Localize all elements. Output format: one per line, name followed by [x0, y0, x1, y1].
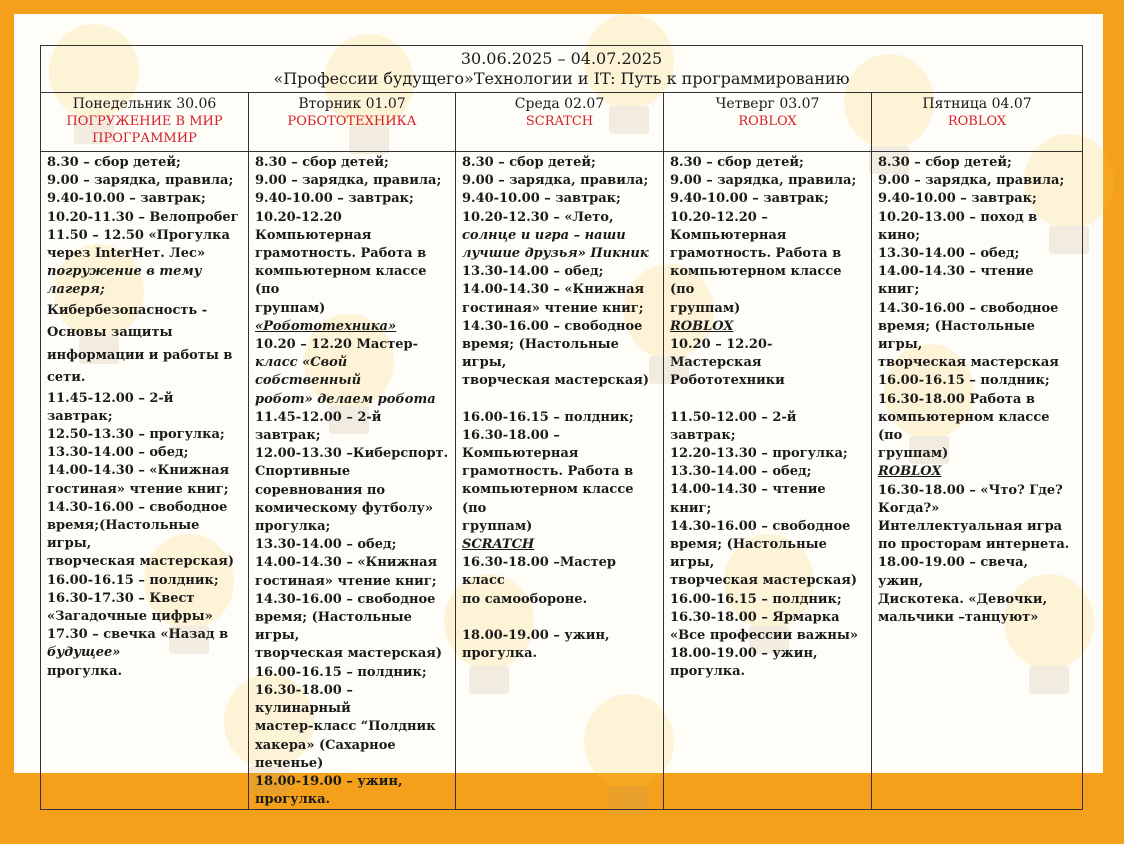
day-header — [872, 93, 1083, 152]
schedule-item: 9.40-10.00 – завтрак; — [670, 191, 829, 207]
schedule-item: прогулка. — [462, 646, 538, 662]
schedule-item — [462, 391, 657, 409]
schedule-item: 12.00-13.30 –Киберспорт. — [255, 446, 449, 462]
schedule-item: мальчики –танцуют» — [878, 610, 1039, 626]
schedule-item: грамотность. Работа в — [670, 246, 842, 262]
schedule-item: Основы защиты — [47, 325, 173, 341]
schedule-item: 14.30-16.00 – свободное — [878, 300, 1059, 316]
day-schedule — [249, 152, 456, 810]
schedule-item: творческая мастерская) — [255, 646, 443, 662]
schedule-item: сети. — [47, 370, 86, 386]
schedule-item: грамотность. Работа в — [462, 464, 634, 480]
day-schedule — [664, 152, 872, 810]
schedule-item — [462, 609, 657, 627]
day-theme: ПРОГРАММИР — [92, 131, 197, 146]
schedule-item: 14.30-16.00 – свободное — [255, 591, 436, 607]
schedule-item: 16.30-18.00 –Мастер класс — [462, 555, 616, 589]
schedule-item: 10.20-12.20 – — [670, 209, 768, 225]
schedule-item: группам) — [878, 446, 949, 462]
schedule-item: 13.30-14.00 – обед; — [255, 537, 397, 553]
schedule-item: по просторам интернета. — [878, 537, 1070, 553]
schedule-item: творческая мастерская — [878, 355, 1059, 371]
schedule-item: 8.30 – сбор детей; — [670, 155, 804, 170]
day-theme: ROBLOX — [738, 114, 797, 129]
schedule-item: Компьютерная — [670, 227, 787, 243]
day-schedule — [456, 152, 664, 810]
schedule-item: 14.30-16.00 – свободное — [462, 318, 643, 334]
day-name: Понедельник 30.06 — [72, 96, 217, 112]
header-dates: 30.06.2025 – 04.07.2025 — [460, 49, 663, 68]
schedule-item: 16.30-18.00 – — [462, 427, 560, 443]
schedule-item: 10.20 – 12.20 Мастер- — [255, 337, 419, 353]
schedule-item: лагеря; — [47, 282, 105, 298]
day-theme: РОБОТОТЕХНИКА — [287, 114, 417, 129]
schedule-item: Интеллектуальная игра — [878, 519, 1063, 535]
schedule-item: 8.30 – сбор детей; — [462, 155, 596, 170]
schedule-item: компьютерном классе (по — [255, 264, 427, 298]
schedule-item: будущее» — [47, 645, 121, 661]
schedule-item: лучшие друзья» Пикник — [462, 246, 649, 262]
schedule-item: грамотность. Работа в — [255, 246, 427, 262]
day-schedule — [41, 152, 249, 810]
schedule-item: Компьютерная — [462, 446, 579, 462]
schedule-item — [670, 391, 865, 409]
schedule-item: время; (Настольные игры, — [255, 610, 412, 644]
schedule-item: информации и работы в — [47, 347, 233, 363]
schedule-item: 14.00-14.30 – чтение книг; — [878, 264, 1034, 298]
schedule-item: гостиная» чтение книг; — [255, 573, 437, 589]
schedule-item: 16.30-18.00 – «Что? Где? — [878, 482, 1063, 498]
schedule-item: SCRATCH — [462, 537, 535, 553]
schedule-item: 18.00-19.00 – свеча, ужин, — [878, 555, 1029, 589]
schedule-item: 11.45-12.00 – 2-й завтрак; — [47, 390, 174, 424]
schedule-item: 17.30 – свечка «Назад в — [47, 627, 229, 643]
schedule-item: 14.00-14.30 – «Книжная — [255, 555, 438, 571]
schedule-item: через InterНет. Лес» — [47, 246, 206, 262]
schedule-item: компьютерном классе (по — [670, 264, 842, 298]
schedule-item: прогулка; — [255, 519, 331, 535]
schedule-item: 13.30-14.00 – обед; — [462, 264, 604, 280]
schedule-item: 9.00 – зарядка, правила; — [878, 173, 1065, 189]
day-header — [664, 93, 872, 152]
day-header — [41, 93, 249, 152]
schedule-item: 16.00-16.15 – полдник; — [462, 409, 634, 425]
schedule-item: 14.30-16.00 – свободное — [670, 518, 851, 534]
schedule-item: 16.30-18.00 Работа в — [878, 391, 1035, 407]
schedule-item: «Все профессии важны» — [670, 628, 858, 644]
schedule-item: 8.30 – сбор детей; — [255, 155, 389, 170]
schedule-item: прогулка. — [47, 663, 123, 679]
schedule-table — [40, 45, 1083, 810]
day-name: Пятница 04.07 — [922, 96, 1032, 112]
schedule-item: творческая мастерская) — [462, 373, 650, 389]
schedule-item: 16.30-18.00 – Ярмарка — [670, 609, 840, 625]
schedule-item: время;(Настольные игры, — [47, 518, 200, 552]
schedule-item: 10.20-12.20 Компьютерная — [255, 209, 372, 243]
schedule-item: кино; — [878, 227, 921, 243]
schedule-item: 9.00 – зарядка, правила; — [462, 173, 649, 189]
schedule-item: 10.20-12.30 – «Лето, — [462, 209, 614, 225]
schedule-item: 16.30-17.30 – Квест — [47, 590, 195, 606]
day-header — [249, 93, 456, 152]
day-theme: ROBLOX — [947, 114, 1007, 129]
schedule-item: 11.50 – 12.50 «Прогулка — [47, 227, 230, 243]
schedule-item: 14.00-14.30 – «Книжная — [462, 282, 645, 298]
schedule-item: 9.00 – зарядка, правила; — [255, 173, 442, 189]
schedule-item: 16.00-16.15 – полдник; — [47, 572, 219, 588]
schedule-item: группам) — [462, 518, 533, 534]
schedule-sheet — [14, 14, 1103, 808]
schedule-item: Когда?» — [878, 500, 940, 516]
schedule-item: время; (Настольные игры, — [878, 318, 1035, 353]
schedule-item: гостиная» чтение книг; — [47, 481, 229, 497]
schedule-item: 9.40-10.00 – завтрак; — [462, 191, 621, 207]
day-schedule — [872, 152, 1083, 810]
schedule-item: 11.45-12.00 – 2-й завтрак; — [255, 409, 382, 444]
schedule-item: 9.00 – зарядка, правила; — [670, 173, 857, 189]
schedule-item: Спортивные — [255, 464, 351, 480]
schedule-item: ROBLOX — [878, 464, 942, 480]
schedule-item: 9.40-10.00 – завтрак; — [255, 191, 414, 207]
schedule-item: 18.00-19.00 – ужин, — [670, 646, 818, 662]
schedule-item: 18.00-19.00 – ужин, — [255, 773, 403, 789]
schedule-item: 11.50-12.00 – 2-й завтрак; — [670, 409, 797, 443]
schedule-item: робот» делаем робота — [255, 391, 436, 407]
schedule-item: время; (Настольные игры, — [462, 337, 619, 371]
schedule-item: группам) — [255, 300, 326, 316]
schedule-item: солнце и игра – наши — [462, 227, 626, 243]
schedule-item: «Робототехника» — [255, 318, 397, 334]
schedule-item: прогулка. — [255, 792, 331, 808]
schedule-item: 9.40-10.00 – завтрак; — [878, 191, 1037, 207]
schedule-item: 13.30-14.00 – обед; — [878, 246, 1020, 262]
schedule-item: 14.00-14.30 – чтение книг; — [670, 482, 826, 516]
schedule-item: группам) — [670, 300, 741, 316]
schedule-item: компьютерном классе (по — [878, 409, 1050, 444]
schedule-item: творческая мастерская) — [670, 573, 858, 589]
day-header — [456, 93, 664, 152]
schedule-item: 12.50-13.30 – прогулка; — [47, 427, 225, 443]
schedule-item: 10.20 – 12.20- Мастерская — [670, 337, 773, 371]
schedule-item: 8.30 – сбор детей; — [47, 155, 181, 170]
schedule-item: 10.20-13.00 – поход в — [878, 209, 1038, 225]
schedule-item: 13.30-14.00 – обед; — [670, 464, 812, 480]
schedule-item: прогулка. — [670, 664, 746, 680]
schedule-item: Дискотека. «Девочки, — [878, 591, 1048, 607]
schedule-item: «Загадочные цифры» — [47, 609, 213, 625]
day-theme: ПОГРУЖЕНИЕ В МИР — [66, 114, 223, 129]
schedule-item: 16.00-16.15 – полдник; — [255, 664, 427, 680]
schedule-item: мастер-класс “Полдник — [255, 719, 436, 735]
schedule-item: хакера» (Сахарное — [255, 737, 396, 753]
schedule-item: печенье) — [255, 755, 324, 771]
day-name: Среда 02.07 — [514, 96, 605, 112]
day-theme: SCRATCH — [525, 114, 594, 129]
day-name: Вторник 01.07 — [298, 96, 406, 112]
schedule-item: по самообороне. — [462, 591, 588, 607]
schedule-item: 14.30-16.00 – свободное — [47, 499, 228, 515]
schedule-item: творческая мастерская) — [47, 554, 235, 570]
schedule-item: 16.00-16.15 – полдник; — [878, 373, 1050, 389]
schedule-item: 12.20-13.30 – прогулка; — [670, 446, 848, 462]
schedule-item: 10.20-11.30 – Велопробег — [47, 209, 239, 225]
schedule-item: компьютерном классе (по — [462, 482, 634, 516]
schedule-item: 9.40-10.00 – завтрак; — [47, 191, 206, 207]
schedule-item: погружение в тему — [47, 264, 202, 280]
schedule-item: Кибербезопасность - — [47, 302, 208, 318]
schedule-item: Робототехники — [670, 373, 785, 389]
schedule-item: класс «Свой собственный — [255, 355, 362, 389]
schedule-item: 13.30-14.00 – обед; — [47, 445, 189, 461]
schedule-item: 14.00-14.30 – «Книжная — [47, 463, 230, 479]
schedule-item: время; (Настольные игры, — [670, 537, 827, 571]
schedule-item: 18.00-19.00 – ужин, — [462, 627, 610, 643]
schedule-header — [41, 46, 1083, 93]
schedule-item: 16.30-18.00 – кулинарный — [255, 682, 353, 717]
header-title: «Профессии будущего»Технологии и IT: Путь к программированию — [273, 69, 850, 88]
schedule-item: 9.00 – зарядка, правила; — [47, 173, 234, 189]
schedule-item: ROBLOX — [670, 318, 734, 334]
schedule-item: соревнования по — [255, 482, 386, 498]
day-name: Четверг 03.07 — [715, 96, 820, 112]
schedule-item: 8.30 – сбор детей; — [878, 155, 1012, 170]
schedule-item: гостиная» чтение книг; — [462, 300, 644, 316]
schedule-item: комическому футболу» — [255, 500, 433, 516]
schedule-item: 16.00-16.15 – полдник; — [670, 591, 842, 607]
